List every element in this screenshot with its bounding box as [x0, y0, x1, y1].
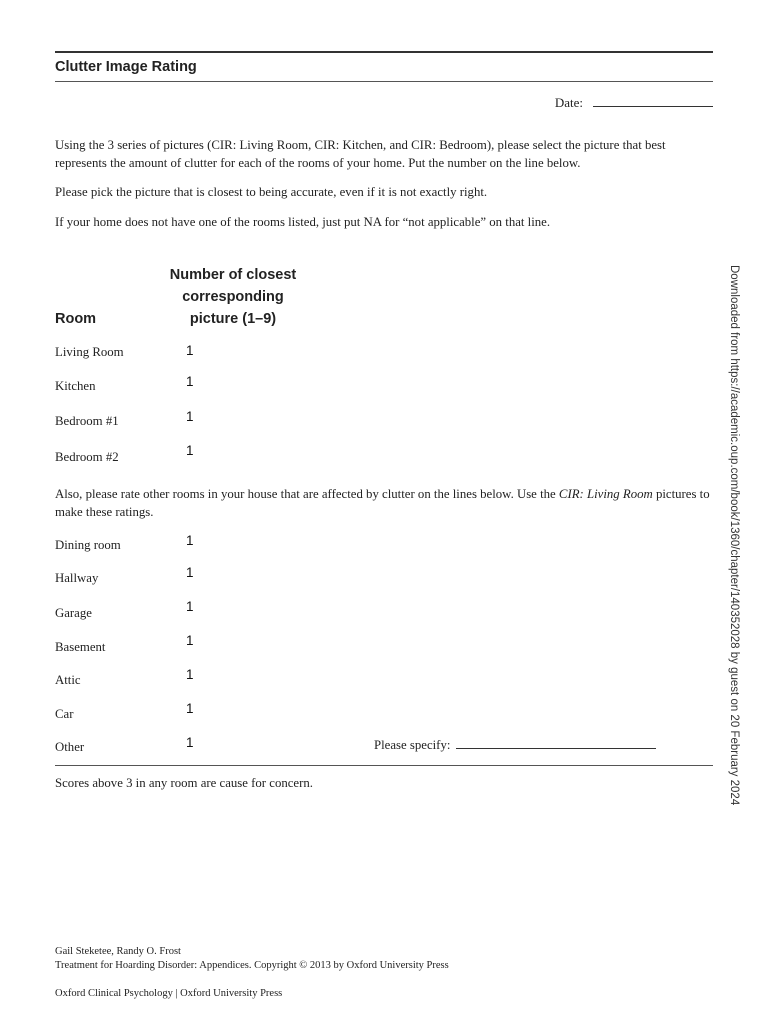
room-label-other: Other: [55, 740, 85, 754]
room-label-bedroom-2: Bedroom #2: [55, 450, 119, 464]
top-rule: [55, 51, 713, 53]
rating-kitchen[interactable]: 1: [186, 374, 194, 389]
footer-series: Oxford Clinical Psychology | Oxford University Press: [55, 988, 283, 999]
download-watermark: Downloaded from https://academic.oup.com/book/1360/chapter/140352028 by guest on 20 February 2024: [728, 265, 740, 806]
room-label-bedroom-1: Bedroom #1: [55, 414, 119, 428]
rating-bedroom-2[interactable]: 1: [186, 443, 194, 458]
room-label-kitchen: Kitchen: [55, 379, 96, 393]
rating-living-room[interactable]: 1: [186, 343, 194, 358]
bottom-rule: [55, 765, 713, 766]
rating-garage[interactable]: 1: [186, 599, 194, 614]
intro-prefix: Also, please rate other rooms in your house that are affected by clutter on the lines below. Use the: [55, 487, 559, 501]
room-label-basement: Basement: [55, 640, 106, 654]
title-rule: [55, 81, 713, 82]
room-label-hallway: Hallway: [55, 571, 99, 585]
date-label: Date:: [554, 95, 583, 110]
room-label-garage: Garage: [55, 606, 92, 620]
date-blank-line[interactable]: [593, 96, 713, 107]
room-label-car: Car: [55, 707, 74, 721]
rating-basement[interactable]: 1: [186, 633, 194, 648]
other-rooms-intro: [55, 485, 715, 521]
other-specify-field: [374, 738, 656, 753]
room-label-attic: Attic: [55, 673, 81, 687]
room-label-dining-room: Dining room: [55, 538, 121, 552]
rating-other[interactable]: 1: [186, 735, 194, 750]
room-label-living-room: Living Room: [55, 345, 124, 359]
rating-hallway[interactable]: 1: [186, 565, 194, 580]
specify-label: Please specify:: [374, 738, 451, 752]
rating-car[interactable]: 1: [186, 701, 194, 716]
page-title: Clutter Image Rating: [55, 59, 197, 75]
column-header-line-2: corresponding: [182, 289, 284, 305]
instruction-paragraph-2: Please pick the picture that is closest to being accurate, even if it is not exactly right.: [55, 185, 488, 199]
instruction-paragraph-3: If your home does not have one of the rooms listed, just put NA for “not applicable” on that line.: [55, 215, 551, 229]
rating-attic[interactable]: 1: [186, 667, 194, 682]
column-header-picture-number: [160, 264, 306, 330]
concern-note: Scores above 3 in any room are cause for concern.: [55, 776, 313, 790]
intro-italic: CIR: Living Room: [558, 487, 653, 501]
column-header-line-1: Number of closest: [169, 267, 297, 283]
specify-blank-line[interactable]: [456, 738, 656, 749]
footer-authors: Gail Steketee, Randy O. Frost: [55, 946, 181, 957]
rating-dining-room[interactable]: 1: [186, 533, 194, 548]
column-header-room: Room: [55, 311, 97, 327]
footer-book: Treatment for Hoarding Disorder: Appendices. Copyright © 2013 by Oxford University Press: [55, 960, 449, 971]
instruction-paragraph-1: Using the 3 series of pictures (CIR: Living Room, CIR: Kitchen, and CIR: Bedroom), please select the picture that best represents the amount of clutter for each of the rooms of your home. Put the number on the line below.: [55, 138, 666, 170]
date-field: [555, 95, 713, 111]
rating-bedroom-1[interactable]: 1: [186, 409, 194, 424]
intro-suffix: pictures to make these ratings.: [55, 487, 710, 519]
column-header-line-3: picture (1–9): [189, 311, 277, 327]
